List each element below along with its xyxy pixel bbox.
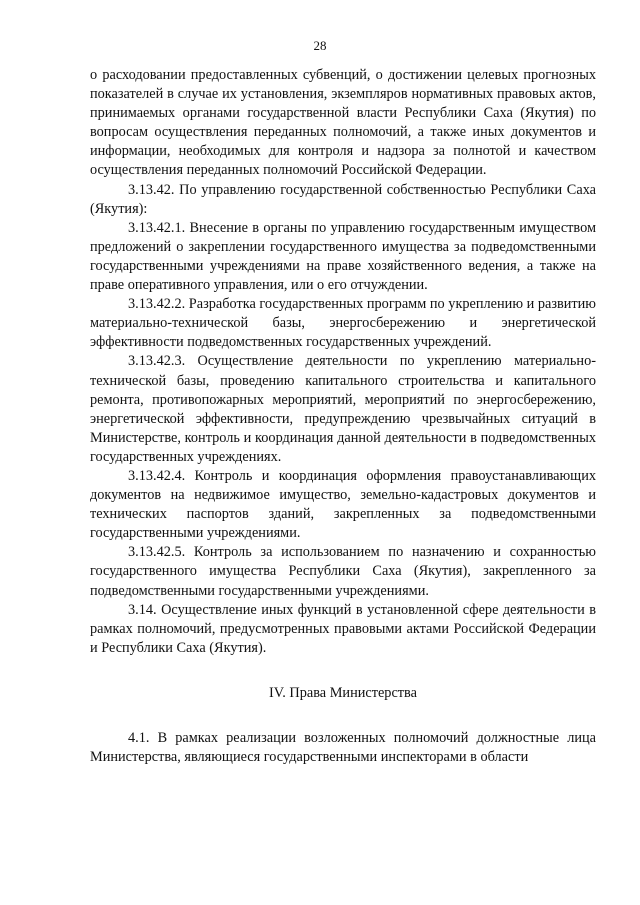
- section-heading: IV. Права Министерства: [269, 684, 417, 701]
- page-number: 28: [313, 38, 327, 53]
- paragraph-3-13-42-3: 3.13.42.3. Осуществление деятельности по укреплению материально-технической базы, проведению капитального строительства и капитального ремонта, противопожарных мероприятий, мероприятий по энергосбережению, энергетической эффективности, предупреждению чрезвычайных ситуаций в Министерстве, контроль и координация данной деятельности в подведомственных государственных учреждениях.: [90, 353, 596, 465]
- paragraph-3-13-42-4: 3.13.42.4. Контроль и координация оформления правоустанавливающих документов на недвижимое имущество, земельно-кадастровых документов и технических паспортов зданий, закрепленных за подведомственными государственными учреждениями.: [90, 467, 596, 542]
- paragraph-3-14: 3.14. Осуществление иных функций в установленной сфере деятельности в рамках полномочий, предусмотренных правовыми актами Российской Федерации и Республики Саха (Якутия).: [90, 601, 596, 656]
- paragraph-3-13-42-2: 3.13.42.2. Разработка государственных программ по укреплению и развитию материально-технической базы, энергосбережению и энергетической эффективности подведомственных государственных учреждений.: [90, 296, 596, 351]
- paragraph-3-13-42-5: 3.13.42.5. Контроль за использованием по назначению и сохранностью государственного имущества Республики Саха (Якутия), закрепленного за подведомственными государственными учреждениями.: [90, 544, 596, 599]
- paragraph-3-13-42-1: 3.13.42.1. Внесение в органы по управлению государственным имуществом предложений о закреплении государственного имущества за подведомственными государственными учреждениями на праве хозяйственного ведения, а также на праве оперативного управления, или о его отчуждении.: [90, 219, 596, 294]
- paragraph-continuation: о расходовании предоставленных субвенций, о достижении целевых прогнозных показателей в случае их установления, экземпляров нормативных правовых актов, принимаемых органами государственной власти Республики Саха (Якутия) по вопросам осуществления переданных полномочий, а также иных документов и информации, необходимых для контроля и надзора за полнотой и качеством осуществления переданных полномочий Российской Федерации.: [90, 67, 596, 179]
- paragraph-4-1: 4.1. В рамках реализации возложенных полномочий должностные лица Министерства, являющиеся государственными инспекторами в области: [90, 730, 596, 766]
- paragraph-3-13-42: 3.13.42. По управлению государственной собственностью Республики Саха (Якутия):: [90, 181, 596, 217]
- document-body: [90, 66, 596, 767]
